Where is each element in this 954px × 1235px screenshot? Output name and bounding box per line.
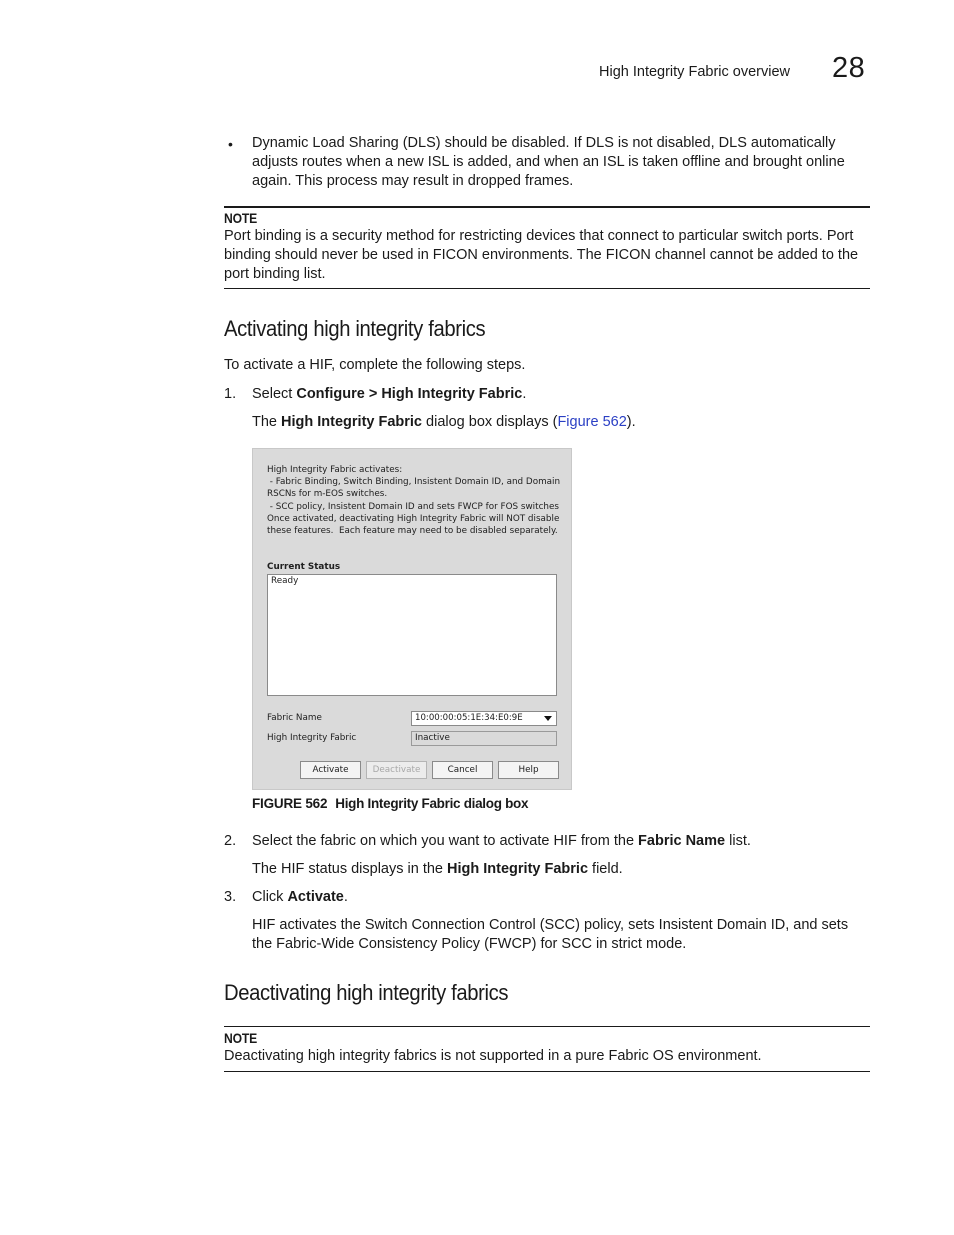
step-number: 3.	[224, 889, 237, 905]
step-2-text: Select the fabric on which you want to activate HIF from the Fabric Name list.	[252, 833, 751, 849]
step-3-text: Click Activate.	[252, 889, 348, 905]
chapter-number: 28	[832, 52, 866, 84]
deactivate-button[interactable]: Deactivate	[366, 761, 427, 779]
note-bottom-rule	[224, 1071, 870, 1072]
step-number: 2.	[224, 833, 237, 849]
figure-link[interactable]: Figure 562	[557, 414, 627, 430]
chevron-down-icon[interactable]	[544, 716, 552, 721]
fabric-name-label: Fabric Name	[267, 713, 322, 723]
figure-caption	[252, 796, 528, 811]
step-1-result: The High Integrity Fabric dialog box displays (Figure 562).	[252, 414, 636, 430]
current-status-label: Current Status	[267, 562, 341, 572]
bullet-marker: •	[228, 136, 233, 152]
note-bottom-rule	[224, 288, 870, 289]
hif-label: High Integrity Fabric	[267, 733, 357, 743]
hif-dialog	[252, 448, 572, 790]
help-button[interactable]: Help	[498, 761, 559, 779]
section-heading-deactivating: Deactivating high integrity fabrics	[224, 980, 509, 1005]
fabric-name-select[interactable]	[411, 711, 557, 726]
note-label: NOTE	[224, 211, 258, 226]
step-1-text: Select Configure > High Integrity Fabric.	[252, 386, 527, 402]
menu-path: Configure > High Integrity Fabric	[296, 386, 523, 402]
bullet-text: Dynamic Load Sharing (DLS) should be disabled. If DLS is not disabled, DLS automatically adjusts routes when a new ISL is added, and when an ISL is taken offline and brought online again. This process may result in dropped frames.	[252, 135, 845, 189]
step-3-result: HIF activates the Switch Connection Control (SCC) policy, sets Insistent Domain ID, and sets the Fabric-Wide Consistency Policy (FWCP) for SCC in strict mode.	[252, 917, 849, 952]
cancel-button[interactable]: Cancel	[432, 761, 493, 779]
running-header-title: High Integrity Fabric overview	[599, 64, 790, 80]
hif-value: Inactive	[415, 733, 450, 743]
step-number: 1.	[224, 386, 237, 402]
step-2-result: The HIF status displays in the High Integrity Fabric field.	[252, 861, 623, 877]
note-text: Deactivating high integrity fabrics is not supported in a pure Fabric OS environment.	[224, 1048, 762, 1064]
figure-number: FIGURE 562	[252, 796, 328, 811]
section-intro: To activate a HIF, complete the following steps.	[224, 357, 526, 373]
fabric-name-value: 10:00:00:05:1E:34:E0:9E	[415, 713, 523, 723]
current-status-value: Ready	[271, 576, 299, 586]
current-status-box	[267, 574, 557, 696]
activate-button[interactable]: Activate	[300, 761, 361, 779]
section-heading-activating: Activating high integrity fabrics	[224, 316, 486, 341]
hif-field	[411, 731, 557, 746]
note-top-rule	[224, 1026, 870, 1027]
figure-title: High Integrity Fabric dialog box	[335, 796, 529, 811]
note-label: NOTE	[224, 1031, 258, 1046]
note-top-rule	[224, 206, 870, 208]
dialog-description: High Integrity Fabric activates: - Fabric Binding, Switch Binding, Insistent Domain ID, and Domain RSCNs for m-EOS switches. - SCC policy, Insistent Domain ID and sets FWCP for FOS switches Once activated, deactivating High Integrity Fabric will NOT disable these features. Each feature may need to be disabled separately.	[267, 465, 561, 537]
note-text: Port binding is a security method for restricting devices that connect to particular switch ports. Port binding should never be used in FICON environments. The FICON channel cannot be added to the port binding list.	[224, 228, 859, 282]
